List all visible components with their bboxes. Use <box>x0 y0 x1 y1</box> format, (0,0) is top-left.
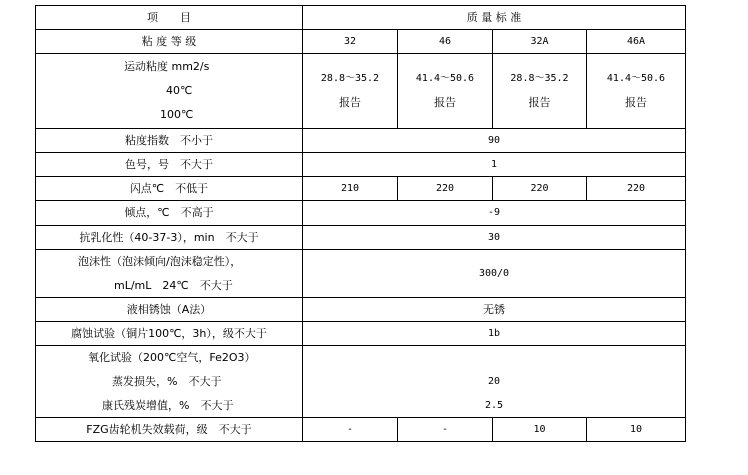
viscosity-cell-1 <box>303 54 398 129</box>
vi-value: 90 <box>303 129 686 153</box>
quality-spec-table <box>35 5 686 442</box>
fzg-label: FZG齿轮机失效载荷，级 不大于 <box>36 418 303 442</box>
flash-value-1: 210 <box>303 177 398 201</box>
corrosion-label: 腐蚀试验（铜片100℃，3h），级不大于 <box>36 322 303 346</box>
oxidation-label-line1: 氧化试验（200℃空气，Fe2O3） <box>88 350 256 364</box>
header-row <box>36 6 686 30</box>
demulsibility-label: 抗乳化性（40-37-3），min 不大于 <box>36 226 303 250</box>
rust-value: 无锈 <box>303 298 686 322</box>
viscosity-100-value-4: 报告 <box>625 96 647 109</box>
header-standard: 质 量 标 准 <box>303 6 686 30</box>
viscosity-40-value-3: 28.8～35.2 <box>510 73 569 84</box>
rust-label: 液相锈蚀（A法） <box>36 298 303 322</box>
fzg-value-1: - <box>303 418 398 442</box>
fzg-value-2: - <box>398 418 493 442</box>
grade-row <box>36 30 686 54</box>
viscosity-label-40: 40℃ <box>166 84 193 97</box>
viscosity-100-value-2: 报告 <box>434 96 456 109</box>
pour-value: -9 <box>303 201 686 226</box>
color-label: 色号，号 不大于 <box>36 153 303 177</box>
viscosity-label <box>36 54 303 129</box>
foam-label-line1: 泡沫性（泡沫倾向/泡沫稳定性）， <box>78 254 242 268</box>
viscosity-40-value-4: 41.4～50.6 <box>606 73 666 84</box>
conradson-value: 2.5 <box>484 399 504 411</box>
foam-value: 300/0 <box>303 250 686 298</box>
oxidation-label <box>36 346 303 418</box>
header-item: 项 目 <box>36 6 303 30</box>
grade-value-1: 32 <box>303 30 398 54</box>
flash-value-2: 220 <box>398 177 493 201</box>
corrosion-row <box>36 322 686 346</box>
viscosity-cell-2 <box>398 54 493 129</box>
viscosity-100-value-3: 报告 <box>528 96 551 109</box>
fzg-value-4: 10 <box>587 418 686 442</box>
foam-row <box>36 250 686 298</box>
vi-row <box>36 129 686 153</box>
grade-value-3: 32A <box>493 30 587 54</box>
flash-row <box>36 177 686 201</box>
evaporation-label: 蒸发损失，% 不大于 <box>112 374 222 388</box>
foam-label <box>36 250 303 298</box>
viscosity-cell-4 <box>587 54 686 129</box>
flash-value-4: 220 <box>587 177 686 201</box>
viscosity-40-value-1: 28.8～35.2 <box>320 73 380 84</box>
demulsibility-value: 30 <box>303 226 686 250</box>
viscosity-100-value-1: 报告 <box>339 96 361 109</box>
viscosity-label-100: 100℃ <box>160 108 194 121</box>
grade-label: 粘 度 等 级 <box>36 30 303 54</box>
viscosity-label-line1: 运动粘度 mm2/s <box>124 60 210 73</box>
viscosity-cell-3 <box>493 54 587 129</box>
grade-value-4: 46A <box>587 30 686 54</box>
demulsibility-row <box>36 226 686 250</box>
fzg-row <box>36 418 686 442</box>
evaporation-value: 20 <box>487 375 501 387</box>
fzg-value-3: 10 <box>493 418 587 442</box>
color-value: 1 <box>303 153 686 177</box>
oxidation-row <box>36 346 686 418</box>
grade-value-2: 46 <box>398 30 493 54</box>
flash-value-3: 220 <box>493 177 587 201</box>
conradson-label: 康氏残炭增值，% 不大于 <box>102 398 234 412</box>
flash-label: 闪点℃ 不低于 <box>36 177 303 201</box>
oxidation-values <box>303 346 686 418</box>
color-row <box>36 153 686 177</box>
vi-label: 粘度指数 不小于 <box>36 129 303 153</box>
pour-row <box>36 201 686 226</box>
viscosity-row <box>36 54 686 129</box>
viscosity-40-value-2: 41.4～50.6 <box>415 73 475 84</box>
corrosion-value: 1b <box>303 322 686 346</box>
foam-label-line2: mL/mL 24℃ 不大于 <box>114 278 233 292</box>
pour-label: 倾点，℃ 不高于 <box>36 201 303 226</box>
rust-row <box>36 298 686 322</box>
